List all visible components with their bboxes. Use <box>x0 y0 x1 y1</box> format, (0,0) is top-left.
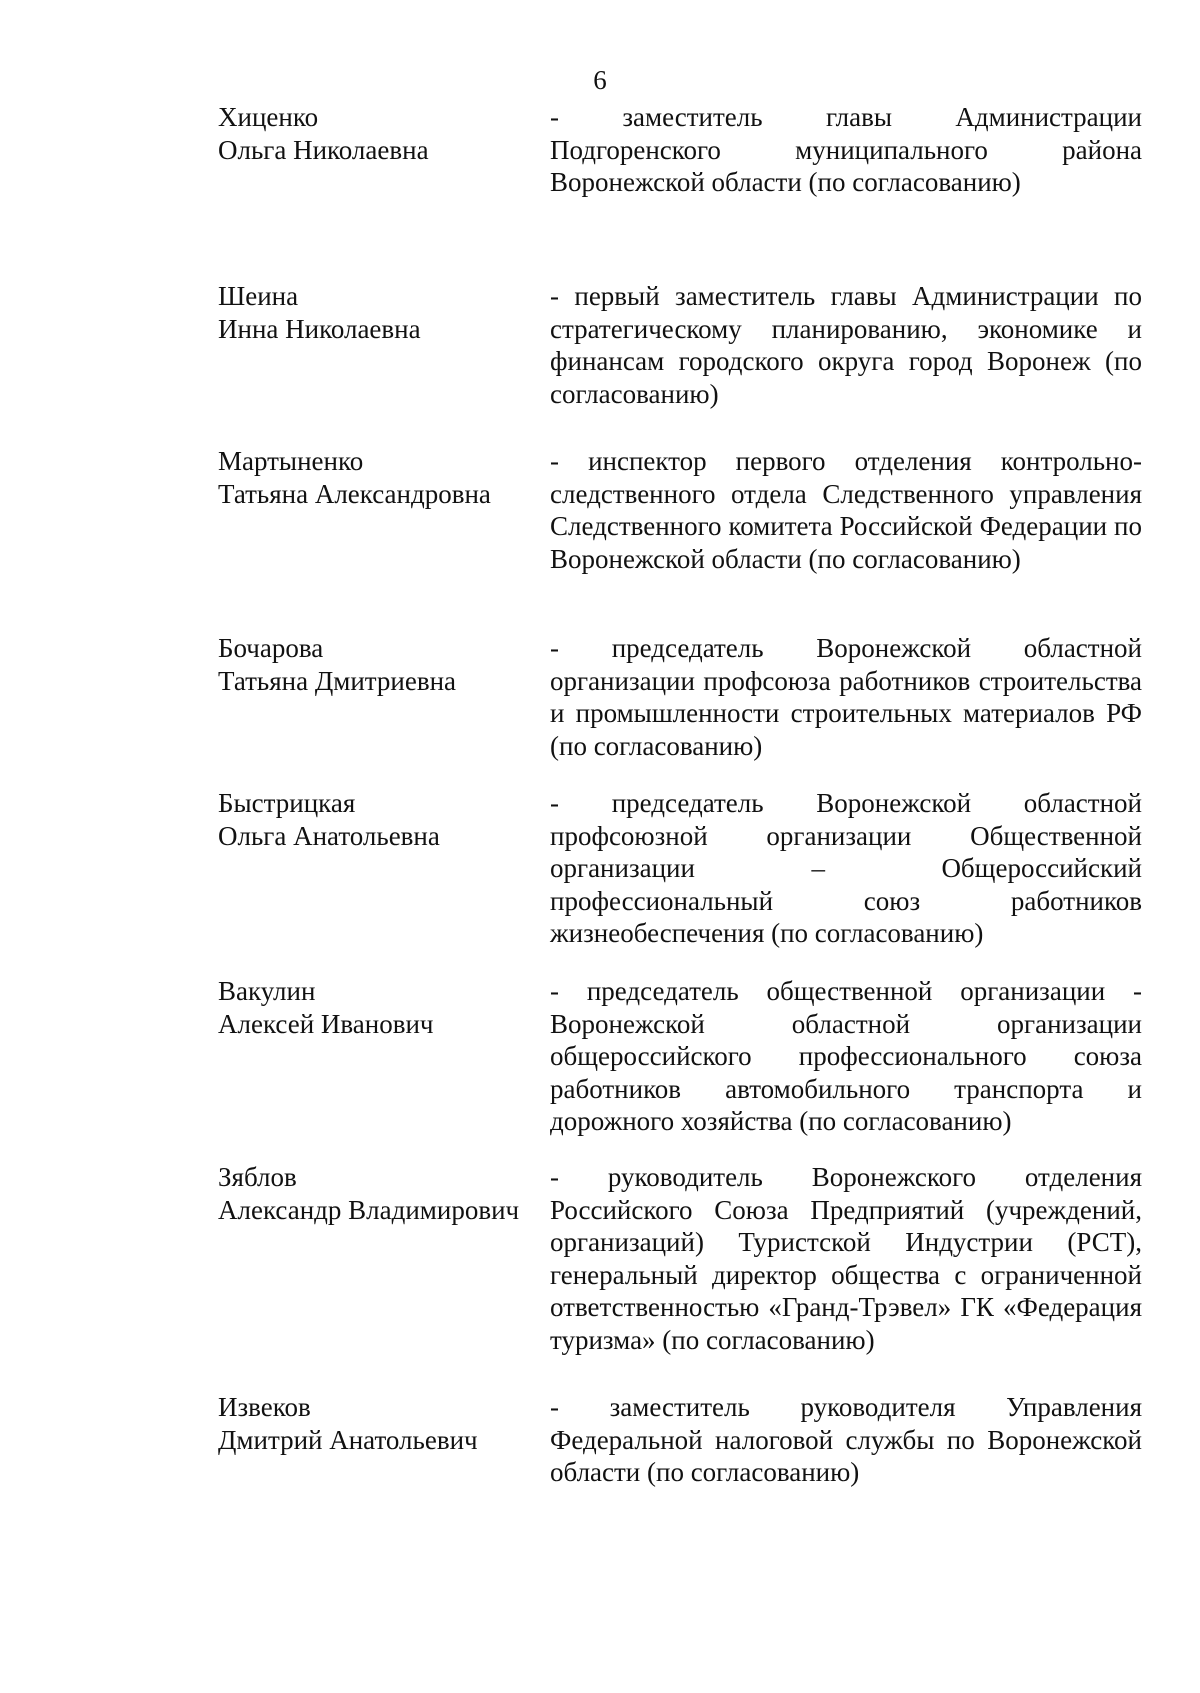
member-position: - первый заместитель главы Администрации по стратегическому планированию, экономике и финансам городского округа город Воронеж (по согласованию) <box>550 281 1142 409</box>
member-surname: Хиценко <box>218 102 319 132</box>
member-position: - председатель Воронежской областной профсоюзной организации Общественной организации – Общероссийский профессиональный союз работников жизнеобеспечения (по согласованию) <box>550 788 1142 948</box>
member-name <box>218 975 548 1040</box>
member-surname: Вакулин <box>218 976 316 1006</box>
member-position: - заместитель руководителя Управления Федеральной налоговой службы по Воронежской области (по согласованию) <box>550 1392 1142 1487</box>
member-position: - заместитель главы Администрации Подгоренского муниципального района Воронежской области (по согласованию) <box>550 102 1142 197</box>
member-position: - инспектор первого отделения контрольно-следственного отдела Следственного управления Следственного комитета Российской Федерации по Воронежской области (по согласованию) <box>550 446 1142 574</box>
member-name <box>218 1391 548 1456</box>
member-surname: Извеков <box>218 1392 311 1422</box>
member-given-names: Татьяна Александровна <box>218 478 491 509</box>
member-surname: Мартыненко <box>218 446 364 476</box>
member-name <box>218 1161 548 1226</box>
member-surname: Быстрицкая <box>218 788 356 818</box>
page-number: 6 <box>593 65 607 95</box>
member-name <box>218 280 548 345</box>
member-given-names: Татьяна Дмитриевна <box>218 665 457 696</box>
member-given-names: Александр Владимирович <box>218 1194 520 1225</box>
member-given-names: Ольга Анатольевна <box>218 820 440 851</box>
member-surname: Зяблов <box>218 1162 297 1192</box>
member-name <box>218 101 548 166</box>
member-given-names: Дмитрий Анатольевич <box>218 1424 478 1455</box>
member-position: - председатель Воронежской областной организации профсоюза работников строительства и промышленности строительных материалов РФ (по согласованию) <box>550 633 1142 761</box>
member-position: - руководитель Воронежского отделения Российского Союза Предприятий (учреждений, организаций) Туристской Индустрии (РСТ), генеральный директор общества с ограниченной ответственностью «Гранд-Трэвел» ГК «Федерация туризма» (по согласованию) <box>550 1162 1142 1355</box>
member-given-names: Инна Николаевна <box>218 313 421 344</box>
member-name <box>218 632 548 697</box>
member-name <box>218 445 548 510</box>
member-name <box>218 787 548 852</box>
member-given-names: Алексей Иванович <box>218 1008 434 1039</box>
member-given-names: Ольга Николаевна <box>218 134 429 165</box>
member-position: - председатель общественной организации - Воронежской областной организации общероссийского профессионального союза работников автомобильного транспорта и дорожного хозяйства (по согласованию) <box>550 976 1142 1136</box>
member-surname: Шеина <box>218 281 299 311</box>
member-surname: Бочарова <box>218 633 324 663</box>
